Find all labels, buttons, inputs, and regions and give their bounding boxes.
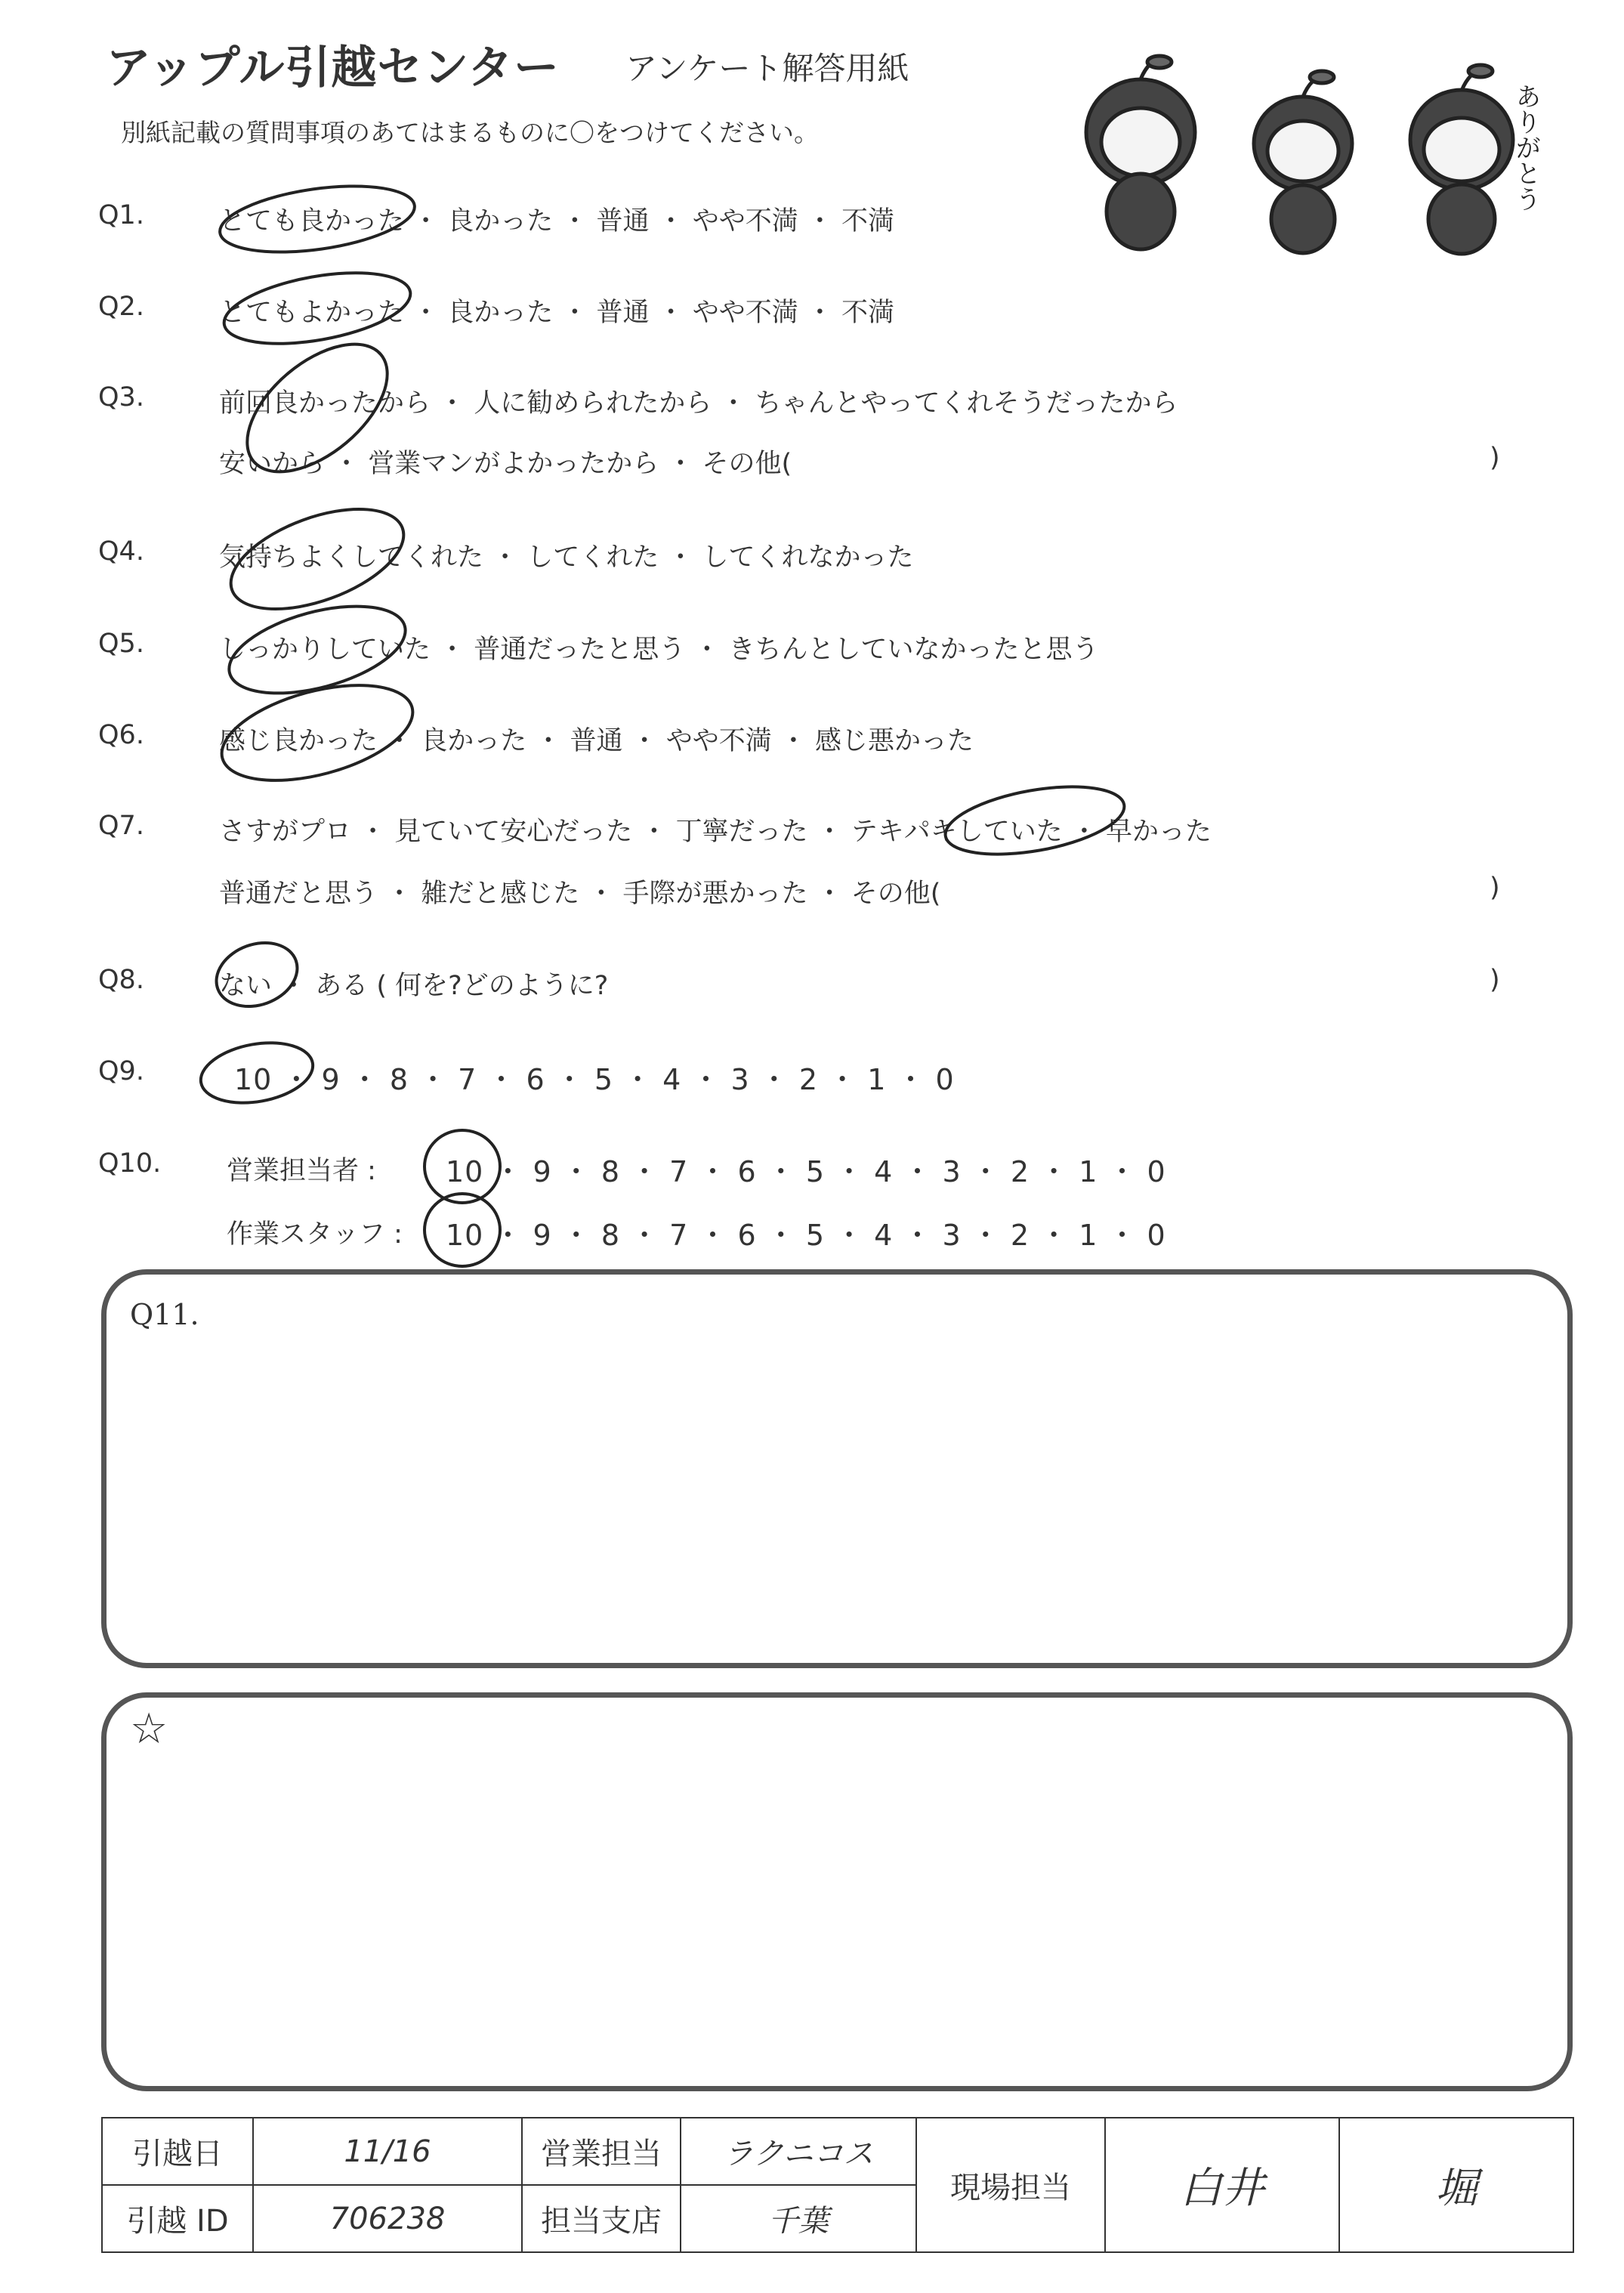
site-rep-value-2[interactable]: 堀 — [1339, 2118, 1573, 2252]
q7-options-line2[interactable]: 普通だと思う ・ 雑だと感じた ・ 手際が悪かった ・ その他( — [219, 879, 941, 909]
mascot-caption: ありがとう — [1511, 83, 1541, 212]
moving-id-value[interactable]: 706238 — [253, 2185, 522, 2252]
form-title: アップル引越センター — [106, 42, 560, 94]
q10-staff-answer-circle — [425, 1194, 500, 1266]
star-comment-box[interactable] — [101, 1692, 1573, 2091]
q10-sales-answer-circle — [425, 1130, 500, 1203]
footer-info-table — [101, 2117, 1574, 2253]
q7-close-paren: ) — [1490, 873, 1500, 903]
q5-options[interactable]: しっかりしていた ・ 普通だったと思う ・ きちんとしていなかったと思う — [219, 635, 1099, 665]
q10-label: Q10. — [98, 1148, 162, 1179]
q8-answer-circle — [208, 932, 307, 1018]
form-subtitle: アンケート解答用紙 — [625, 50, 909, 87]
q1-answer-circle — [216, 175, 419, 262]
branch-label: 担当支店 — [522, 2185, 681, 2252]
q11-label: Q11. — [130, 1298, 199, 1331]
q10-staff-label: 作業スタッフ : — [227, 1219, 403, 1250]
q11-comment-box[interactable] — [101, 1269, 1573, 1668]
q4-answer-circle — [218, 489, 416, 629]
q7-options-line1[interactable]: さすがプロ ・ 見ていて安心だった ・ 丁寧だった ・ テキパキしていた ・ 早かった — [219, 817, 1212, 847]
q3-answer-circle — [224, 320, 410, 496]
q7-label: Q7. — [98, 811, 144, 841]
moving-date-label: 引越日 — [102, 2118, 253, 2185]
q1-options[interactable]: とても良かった ・ 良かった ・ 普通 ・ やや不満 ・ 不満 — [219, 206, 895, 236]
q8-options[interactable]: ない ・ ある ( 何を?どのように? — [219, 971, 609, 1001]
q2-label: Q2. — [98, 292, 144, 322]
q5-answer-circle — [220, 590, 415, 710]
q10-staff-scale[interactable]: 10 ・ 9 ・ 8 ・ 7 ・ 6 ・ 5 ・ 4 ・ 3 ・ 2 ・ 1 ・ 0 — [446, 1219, 1166, 1252]
star-icon: ☆ — [130, 1704, 168, 1754]
q4-options[interactable]: 気持ちよくしてくれた ・ してくれた ・ してくれなかった — [219, 542, 914, 573]
site-rep-label: 現場担当 — [916, 2118, 1105, 2252]
q8-label: Q8. — [98, 965, 144, 995]
q1-label: Q1. — [98, 200, 144, 230]
q9-answer-circle — [196, 1035, 318, 1111]
q7-answer-circle — [940, 775, 1129, 866]
q2-answer-circle — [219, 261, 416, 356]
q9-scale[interactable]: 10 ・ 9 ・ 8 ・ 7 ・ 6 ・ 5 ・ 4 ・ 3 ・ 2 ・ 1 ・ 0 — [234, 1063, 955, 1096]
q3-label: Q3. — [98, 382, 144, 413]
q3-options-line1[interactable]: 前回良かったから ・ 人に勧められたから ・ ちゃんとやってくれそうだったから — [219, 388, 1178, 419]
sales-rep-label: 営業担当 — [522, 2118, 681, 2185]
moving-id-label: 引越 ID — [102, 2185, 253, 2252]
q6-options[interactable]: 感じ良かった ・ 良かった ・ 普通 ・ やや不満 ・ 感じ悪かった — [219, 726, 974, 756]
moving-date-value[interactable]: 11/16 — [253, 2118, 522, 2185]
branch-value[interactable]: 千葉 — [681, 2185, 916, 2252]
q6-label: Q6. — [98, 720, 144, 750]
q3-options-line2[interactable]: 安いから ・ 営業マンがよかったから ・ その他( — [219, 449, 792, 479]
instruction-text: 別紙記載の質問事項のあてはまるものに〇をつけてください。 — [121, 118, 819, 147]
q4-label: Q4. — [98, 536, 144, 567]
sales-rep-value[interactable]: ラクニコス — [681, 2118, 916, 2185]
site-rep-value-1[interactable]: 白井 — [1105, 2118, 1339, 2252]
q2-options[interactable]: とてもよかった ・ 良かった ・ 普通 ・ やや不満 ・ 不満 — [219, 298, 895, 328]
q10-sales-scale[interactable]: 10 ・ 9 ・ 8 ・ 7 ・ 6 ・ 5 ・ 4 ・ 3 ・ 2 ・ 1 ・ 0 — [446, 1155, 1166, 1188]
q9-label: Q9. — [98, 1056, 144, 1086]
q8-close-paren: ) — [1490, 965, 1500, 995]
q3-close-paren: ) — [1490, 443, 1500, 473]
q5-label: Q5. — [98, 629, 144, 659]
q10-sales-label: 営業担当者 : — [227, 1156, 376, 1186]
